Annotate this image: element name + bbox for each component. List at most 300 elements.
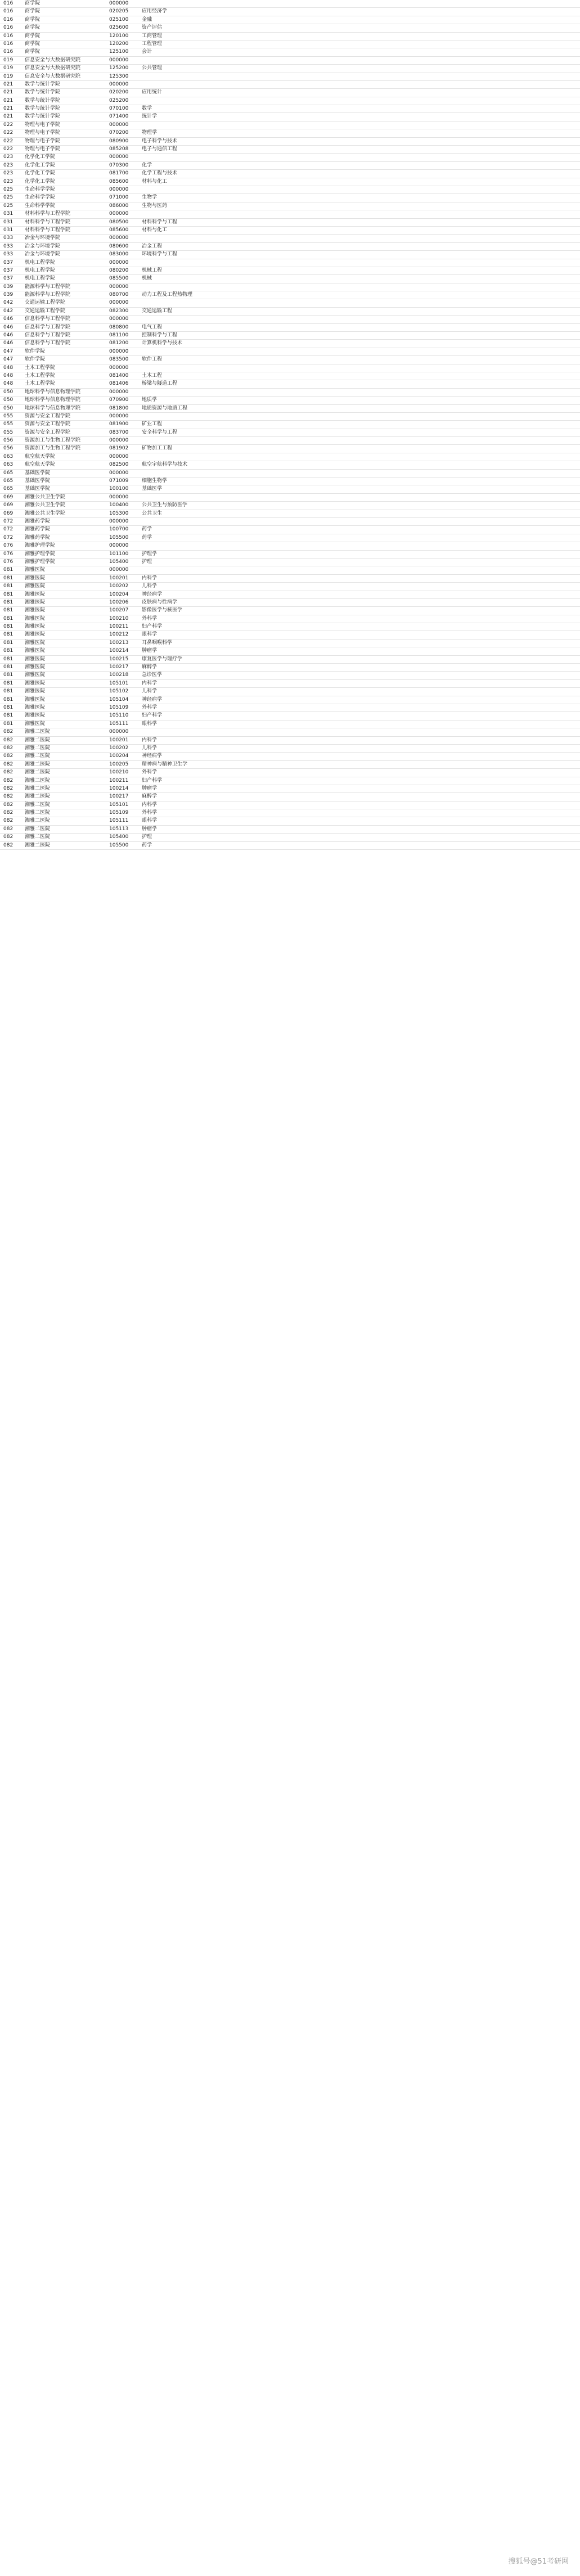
table-cell: 082 <box>3 785 14 791</box>
table-cell: 071000 <box>109 195 129 201</box>
table-cell: 000000 <box>109 57 129 63</box>
table-row <box>0 478 580 485</box>
table-row <box>0 291 580 299</box>
table-cell: 数学与统计学院 <box>25 81 61 87</box>
table-cell: 082500 <box>109 462 129 468</box>
table-cell: 100204 <box>109 591 129 597</box>
table-cell: 资产评估 <box>142 25 163 31</box>
table-cell: 信息安全与大数据研究院 <box>25 57 81 63</box>
table-cell: 湘雅医院 <box>25 704 46 710</box>
table-cell: 031 <box>3 227 14 233</box>
table-cell: 100207 <box>109 607 129 614</box>
table-row <box>0 57 580 65</box>
table-row <box>0 170 580 178</box>
table-row <box>0 461 580 469</box>
table-row <box>0 502 580 510</box>
table-cell: 麻醉学 <box>142 794 158 800</box>
table-cell: 湘雅医院 <box>25 624 46 630</box>
table-row <box>0 219 580 227</box>
table-cell: 湘雅二医院 <box>25 801 51 808</box>
table-cell: 数学 <box>142 106 152 112</box>
table-row <box>0 494 580 502</box>
table-cell: 湘雅医院 <box>25 632 46 638</box>
table-row <box>0 154 580 161</box>
table-cell: 数学与统计学院 <box>25 106 61 112</box>
table-cell: 湘雅二医院 <box>25 769 51 776</box>
table-cell: 机电工程学院 <box>25 267 56 273</box>
table-cell: 069 <box>3 502 14 508</box>
table-cell: 药学 <box>142 842 152 848</box>
table-cell: 湘雅公共卫生学院 <box>25 510 66 516</box>
table-cell: 湘雅二医院 <box>25 842 51 848</box>
table-row <box>0 664 580 672</box>
table-cell: 眼科学 <box>142 720 158 727</box>
table-cell: 000000 <box>109 154 129 160</box>
table-cell: 033 <box>3 243 14 249</box>
table-cell: 082 <box>3 826 14 832</box>
table-row <box>0 0 580 8</box>
table-cell: 信息科学与工程学院 <box>25 324 71 330</box>
table-row <box>0 146 580 154</box>
table-cell: 土木工程学院 <box>25 364 56 371</box>
table-cell: 肿瘤学 <box>142 648 158 654</box>
table-cell: 000000 <box>109 364 129 371</box>
table-row <box>0 348 580 356</box>
table-cell: 数学与统计学院 <box>25 114 61 120</box>
table-cell: 080900 <box>109 138 129 144</box>
table-cell: 085208 <box>109 146 129 152</box>
table-cell: 100212 <box>109 632 129 638</box>
table-cell: 航空航天学院 <box>25 453 56 460</box>
table-cell: 湘雅医院 <box>25 648 46 654</box>
table-row <box>0 65 580 73</box>
table-row <box>0 737 580 745</box>
table-cell: 019 <box>3 65 14 71</box>
table-cell: 048 <box>3 372 14 379</box>
table-cell: 100202 <box>109 583 129 589</box>
table-cell: 081 <box>3 607 14 614</box>
table-cell: 100215 <box>109 656 129 662</box>
table-cell: 妇产科学 <box>142 713 163 719</box>
table-cell: 妇产科学 <box>142 777 163 783</box>
table-cell: 025 <box>3 202 14 209</box>
table-cell: 湘雅二医院 <box>25 818 51 824</box>
table-cell: 080200 <box>109 267 129 273</box>
table-cell: 100400 <box>109 502 129 508</box>
table-cell: 生命科学学院 <box>25 186 56 192</box>
table-row <box>0 340 580 348</box>
table-cell: 湘雅医院 <box>25 575 46 581</box>
table-cell: 湘雅医院 <box>25 720 46 727</box>
table-cell: 021 <box>3 89 14 96</box>
table-cell: 100210 <box>109 769 129 776</box>
watermark: 搜狐号@51考研网 <box>508 2557 569 2566</box>
table-cell: 000000 <box>109 494 129 500</box>
table-cell: 湘雅医院 <box>25 607 46 614</box>
table-cell: 100214 <box>109 785 129 791</box>
table-cell: 000000 <box>109 1 129 6</box>
table-cell: 000000 <box>109 438 129 444</box>
table-cell: 076 <box>3 559 14 565</box>
table-cell: 105102 <box>109 688 129 695</box>
table-row <box>0 413 580 421</box>
table-row <box>0 656 580 664</box>
table-cell: 冶金与环境学院 <box>25 251 61 258</box>
table-cell: 湘雅医院 <box>25 567 46 573</box>
table-row <box>0 769 580 777</box>
table-cell: 082 <box>3 745 14 751</box>
table-cell: 081 <box>3 713 14 719</box>
table-row <box>0 251 580 259</box>
table-cell: 046 <box>3 340 14 346</box>
table-row <box>0 235 580 242</box>
table-cell: 商学院 <box>25 25 41 31</box>
table-cell: 软件工程 <box>142 357 163 363</box>
table-cell: 105400 <box>109 834 129 840</box>
table-cell: 080600 <box>109 243 129 249</box>
table-cell: 081900 <box>109 421 129 427</box>
table-cell: 085600 <box>109 227 129 233</box>
table-cell: 037 <box>3 259 14 265</box>
table-cell: 000000 <box>109 316 129 322</box>
table-row <box>0 259 580 267</box>
table-cell: 湘雅药学院 <box>25 526 51 533</box>
table-cell: 081 <box>3 640 14 646</box>
table-cell: 070200 <box>109 130 129 136</box>
table-row <box>0 526 580 534</box>
table-cell: 湘雅二医院 <box>25 826 51 832</box>
table-row <box>0 389 580 397</box>
table-row <box>0 178 580 186</box>
table-cell: 资源与安全工程学院 <box>25 429 71 435</box>
table-row <box>0 672 580 679</box>
table-row <box>0 113 580 121</box>
table-cell: 080700 <box>109 292 129 298</box>
table-cell: 物理与电子学院 <box>25 146 61 152</box>
table-cell: 071400 <box>109 114 129 120</box>
table-row <box>0 551 580 559</box>
table-cell: 化学化工学院 <box>25 178 56 184</box>
table-cell: 冶金与环境学院 <box>25 235 61 241</box>
table-cell: 069 <box>3 494 14 500</box>
table-cell: 081 <box>3 567 14 573</box>
table-cell: 湘雅二医院 <box>25 745 51 751</box>
table-cell: 商学院 <box>25 1 41 6</box>
table-cell: 湘雅公共卫生学院 <box>25 502 66 508</box>
table-cell: 湘雅二医院 <box>25 777 51 783</box>
table-row <box>0 842 580 850</box>
table-cell: 081200 <box>109 340 129 346</box>
table-cell: 100204 <box>109 753 129 759</box>
table-cell: 生物与医药 <box>142 202 168 209</box>
table-cell: 机电工程学院 <box>25 276 56 282</box>
table-cell: 021 <box>3 114 14 120</box>
table-cell: 083500 <box>109 357 129 363</box>
table-cell: 025600 <box>109 25 129 31</box>
table-row <box>0 534 580 542</box>
table-cell: 基础医学院 <box>25 478 51 484</box>
table-row <box>0 405 580 413</box>
table-row <box>0 202 580 210</box>
table-cell: 湘雅二医院 <box>25 810 51 816</box>
table-cell: 081 <box>3 704 14 710</box>
table-cell: 100205 <box>109 761 129 767</box>
table-cell: 065 <box>3 486 14 492</box>
table-row <box>0 485 580 493</box>
table-cell: 081 <box>3 575 14 581</box>
table-cell: 020205 <box>109 8 129 15</box>
table-row <box>0 826 580 834</box>
table-row <box>0 745 580 753</box>
table-cell: 100217 <box>109 794 129 800</box>
table-row <box>0 801 580 809</box>
table-row <box>0 445 580 453</box>
table-row <box>0 267 580 275</box>
table-cell: 081 <box>3 656 14 662</box>
table-cell: 湘雅医院 <box>25 664 46 670</box>
table-cell: 信息安全与大数据研究院 <box>25 73 81 79</box>
table-row <box>0 809 580 817</box>
table-cell: 081 <box>3 696 14 702</box>
table-cell: 湘雅医院 <box>25 696 46 702</box>
table-cell: 资源与安全工程学院 <box>25 421 71 427</box>
table-cell: 安全科学与工程 <box>142 429 178 435</box>
table-cell: 湘雅医院 <box>25 640 46 646</box>
table-cell: 数学与统计学院 <box>25 97 61 103</box>
table-cell: 软件学院 <box>25 348 46 354</box>
table-row <box>0 688 580 696</box>
table-row <box>0 397 580 404</box>
table-cell: 湘雅医院 <box>25 615 46 622</box>
table-cell: 资源加工与生物工程学院 <box>25 445 81 452</box>
table-cell: 071009 <box>109 478 129 484</box>
table-cell: 应用统计 <box>142 89 163 96</box>
table-cell: 物理与电子学院 <box>25 130 61 136</box>
table-cell: 湘雅医院 <box>25 599 46 605</box>
table-cell: 048 <box>3 364 14 371</box>
table-row <box>0 364 580 372</box>
table-cell: 023 <box>3 178 14 184</box>
table-cell: 基础医学院 <box>25 470 51 476</box>
table-cell: 080800 <box>109 324 129 330</box>
table-cell: 125100 <box>109 49 129 55</box>
table-cell: 电气工程 <box>142 324 163 330</box>
table-cell: 082 <box>3 777 14 783</box>
table-cell: 麻醉学 <box>142 664 158 670</box>
table-cell: 冶金与环境学院 <box>25 243 61 249</box>
table-row <box>0 299 580 307</box>
table-cell: 022 <box>3 138 14 144</box>
table-cell: 000000 <box>109 259 129 265</box>
table-cell: 022 <box>3 130 14 136</box>
table-cell: 神经病学 <box>142 753 163 759</box>
table-cell: 航空航天学院 <box>25 462 56 468</box>
table-row <box>0 518 580 526</box>
table-cell: 082 <box>3 753 14 759</box>
table-cell: 082 <box>3 801 14 808</box>
table-cell: 土木工程学院 <box>25 372 56 379</box>
table-row <box>0 16 580 24</box>
table-cell: 物理与电子学院 <box>25 138 61 144</box>
table-cell: 031 <box>3 211 14 217</box>
table-cell: 湘雅药学院 <box>25 534 51 541</box>
table-row <box>0 48 580 56</box>
table-cell: 工商管理 <box>142 33 163 39</box>
table-cell: 100201 <box>109 737 129 743</box>
table-cell: 药学 <box>142 526 152 533</box>
table-cell: 105400 <box>109 559 129 565</box>
table-cell: 037 <box>3 267 14 273</box>
table-cell: 019 <box>3 73 14 79</box>
table-row <box>0 785 580 793</box>
table-cell: 022 <box>3 146 14 152</box>
table-cell: 湘雅医院 <box>25 656 46 662</box>
table-cell: 机械 <box>142 276 152 282</box>
table-cell: 082 <box>3 761 14 767</box>
table-cell: 081400 <box>109 372 129 379</box>
table-cell: 085600 <box>109 178 129 184</box>
table-cell: 082 <box>3 729 14 735</box>
table-cell: 湘雅公共卫生学院 <box>25 494 66 500</box>
table-row <box>0 510 580 518</box>
table-cell: 急诊医学 <box>142 672 163 678</box>
table-cell: 湘雅二医院 <box>25 794 51 800</box>
table-cell: 湘雅医院 <box>25 583 46 589</box>
table-cell: 070900 <box>109 397 129 403</box>
table-cell: 100211 <box>109 777 129 783</box>
table-cell: 商学院 <box>25 49 41 55</box>
table-cell: 105500 <box>109 842 129 848</box>
table-cell: 细胞生物学 <box>142 478 168 484</box>
table-cell: 048 <box>3 381 14 387</box>
table-cell: 化学化工学院 <box>25 154 56 160</box>
table-cell: 105111 <box>109 818 129 824</box>
table-cell: 021 <box>3 81 14 87</box>
table-row <box>0 105 580 113</box>
table-cell: 内科学 <box>142 575 158 581</box>
table-cell: 冶金工程 <box>142 243 163 249</box>
table-cell: 神经病学 <box>142 696 163 702</box>
table-row <box>0 631 580 639</box>
table-cell: 康复医学与理疗学 <box>142 656 183 662</box>
table-cell: 地球科学与信息物理学院 <box>25 405 81 411</box>
table-cell: 计算机科学与技术 <box>142 340 183 346</box>
table-cell: 外科学 <box>142 810 158 816</box>
table-cell: 100206 <box>109 599 129 605</box>
table-cell: 商学院 <box>25 16 41 22</box>
table-row <box>0 121 580 129</box>
table-cell: 070100 <box>109 106 129 112</box>
table-row <box>0 680 580 688</box>
table-cell: 商学院 <box>25 33 41 39</box>
table-cell: 100100 <box>109 486 129 492</box>
table-cell: 数学与统计学院 <box>25 89 61 96</box>
table-cell: 化学工程与技术 <box>142 170 178 177</box>
table-cell: 地球科学与信息物理学院 <box>25 397 81 403</box>
table-cell: 土木工程学院 <box>25 381 56 387</box>
table-cell: 016 <box>3 49 14 55</box>
table-cell: 000000 <box>109 348 129 354</box>
table-cell: 化学化工学院 <box>25 170 56 177</box>
table-cell: 100214 <box>109 648 129 654</box>
table-cell: 内科学 <box>142 737 158 743</box>
table-cell: 100211 <box>109 624 129 630</box>
table-cell: 082 <box>3 810 14 816</box>
table-row <box>0 817 580 825</box>
table-cell: 湘雅二医院 <box>25 729 51 735</box>
table-row <box>0 761 580 769</box>
table-cell: 公共卫生 <box>142 510 163 516</box>
table-row <box>0 33 580 40</box>
table-cell: 055 <box>3 429 14 435</box>
table-row <box>0 324 580 332</box>
table-row <box>0 793 580 801</box>
table-cell: 地质资源与地质工程 <box>142 405 188 411</box>
table-cell: 公共管理 <box>142 65 163 71</box>
table-row <box>0 421 580 429</box>
table-cell: 021 <box>3 106 14 112</box>
table-cell: 儿科学 <box>142 688 158 695</box>
table-cell: 交通运输工程 <box>142 308 173 314</box>
table-cell: 土木工程 <box>142 372 163 379</box>
table-cell: 100218 <box>109 672 129 678</box>
table-cell: 100700 <box>109 526 129 533</box>
table-cell: 042 <box>3 308 14 314</box>
table-cell: 081406 <box>109 381 129 387</box>
table-row <box>0 81 580 89</box>
table-cell: 材料科学与工程学院 <box>25 211 71 217</box>
table-cell: 皮肤病与性病学 <box>142 599 178 605</box>
table-cell: 湘雅二医院 <box>25 753 51 759</box>
table-cell: 046 <box>3 316 14 322</box>
table-cell: 072 <box>3 526 14 533</box>
table-cell: 031 <box>3 219 14 225</box>
table-cell: 航空宇航科学与技术 <box>142 462 188 468</box>
table-cell: 湘雅医院 <box>25 688 46 695</box>
table-cell: 105300 <box>109 510 129 516</box>
table-cell: 081 <box>3 599 14 605</box>
table-cell: 081 <box>3 624 14 630</box>
table-cell: 033 <box>3 235 14 241</box>
table-cell: 050 <box>3 405 14 411</box>
table-cell: 016 <box>3 25 14 31</box>
table-cell: 081 <box>3 615 14 622</box>
table-row <box>0 429 580 437</box>
table-cell: 082 <box>3 834 14 840</box>
table-row <box>0 186 580 194</box>
table-cell: 资源加工与生物工程学院 <box>25 438 81 444</box>
table-row <box>0 566 580 574</box>
table-cell: 055 <box>3 421 14 427</box>
table-row <box>0 559 580 566</box>
table-cell: 033 <box>3 251 14 258</box>
table-cell: 矿业工程 <box>142 421 163 427</box>
table-cell: 000000 <box>109 413 129 419</box>
table-cell: 063 <box>3 462 14 468</box>
table-cell: 外科学 <box>142 769 158 776</box>
table-cell: 护理 <box>142 559 152 565</box>
table-cell: 080500 <box>109 219 129 225</box>
table-cell: 化学化工学院 <box>25 162 56 168</box>
table-row <box>0 194 580 202</box>
table-cell: 动力工程及工程热物理 <box>142 292 193 298</box>
table-cell: 056 <box>3 445 14 452</box>
table-row <box>0 753 580 760</box>
table-cell: 统计学 <box>142 114 158 120</box>
table-cell: 精神病与精神卫生学 <box>142 761 188 767</box>
table-cell: 湘雅二医院 <box>25 761 51 767</box>
table-cell: 基础医学 <box>142 486 163 492</box>
